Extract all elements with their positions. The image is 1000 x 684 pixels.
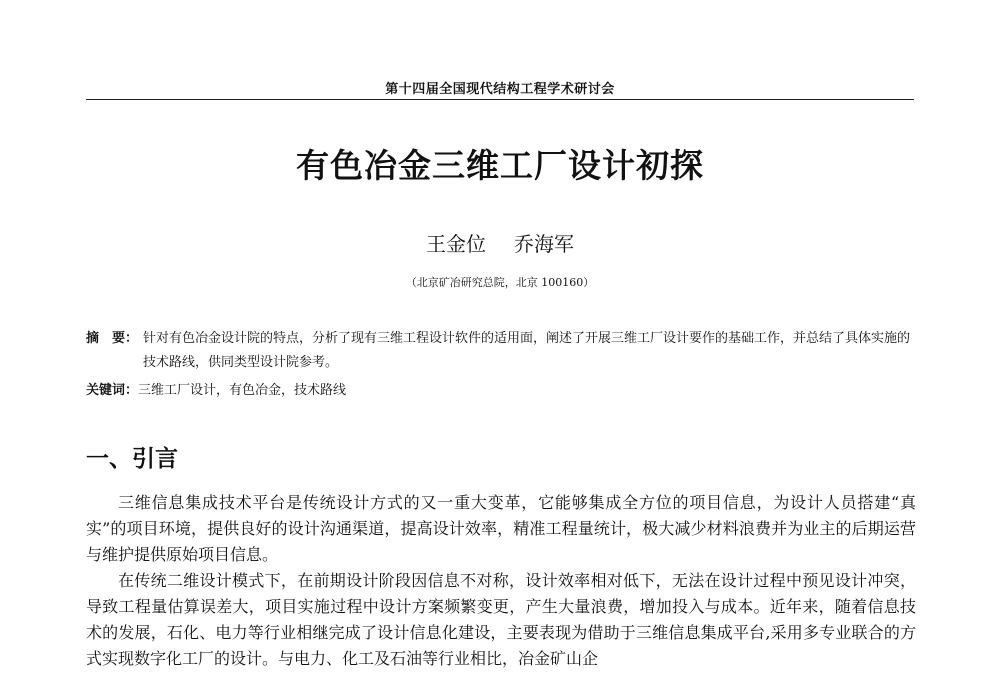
keywords-label: 关键词： bbox=[86, 383, 139, 398]
section-heading: 一、引言 bbox=[86, 446, 178, 472]
header-divider bbox=[86, 99, 914, 100]
author-list bbox=[0, 228, 1000, 257]
section-body bbox=[86, 490, 916, 672]
keywords-text: 三维工厂设计，有色冶金，技术路线 bbox=[138, 383, 347, 398]
author-name: 乔海军 bbox=[514, 232, 574, 256]
abstract bbox=[86, 327, 916, 375]
keywords bbox=[86, 380, 916, 402]
abstract-text: 针对有色冶金设计院的特点，分析了现有三维工程设计软件的适用面，阐述了开展三维工厂设计要作的基础工作，并总结了具体实施的技术路线，供同类型设计院参考。 bbox=[143, 331, 911, 370]
author-name: 王金位 bbox=[426, 232, 486, 256]
abstract-label: 摘 要： bbox=[86, 331, 139, 346]
body-paragraph: 三维信息集成技术平台是传统设计方式的又一重大变革，它能够集成全方位的项目信息，为设计人员搭建“真实”的项目环境，提供良好的设计沟通渠道，提高设计效率，精准工程量统计，极大减少材料浪费并为业主的后期运营与维护提供原始项目信息。 bbox=[86, 493, 916, 564]
running-header: 第十四届全国现代结构工程学术研讨会 bbox=[385, 82, 615, 97]
body-paragraph: 在传统二维设计模式下，在前期设计阶段因信息不对称，设计效率相对低下，无法在设计过程中预见设计冲突，导致工程量估算误差大，项目实施过程中设计方案频繁变更，产生大量浪费，增加投入与成本。近年来，随着信息技术的发展，石化、电力等行业相继完成了设计信息化建设，主要表现为借助于三维信息集成平台,采用多专业联合的方式实现数字化工厂的设计。与电力、化工及石油等行业相比，冶金矿山企 bbox=[86, 571, 916, 668]
paper-title: 有色冶金三维工厂设计初探 bbox=[296, 146, 704, 185]
affiliation: （北京矿冶研究总院，北京 100160） bbox=[405, 276, 595, 289]
